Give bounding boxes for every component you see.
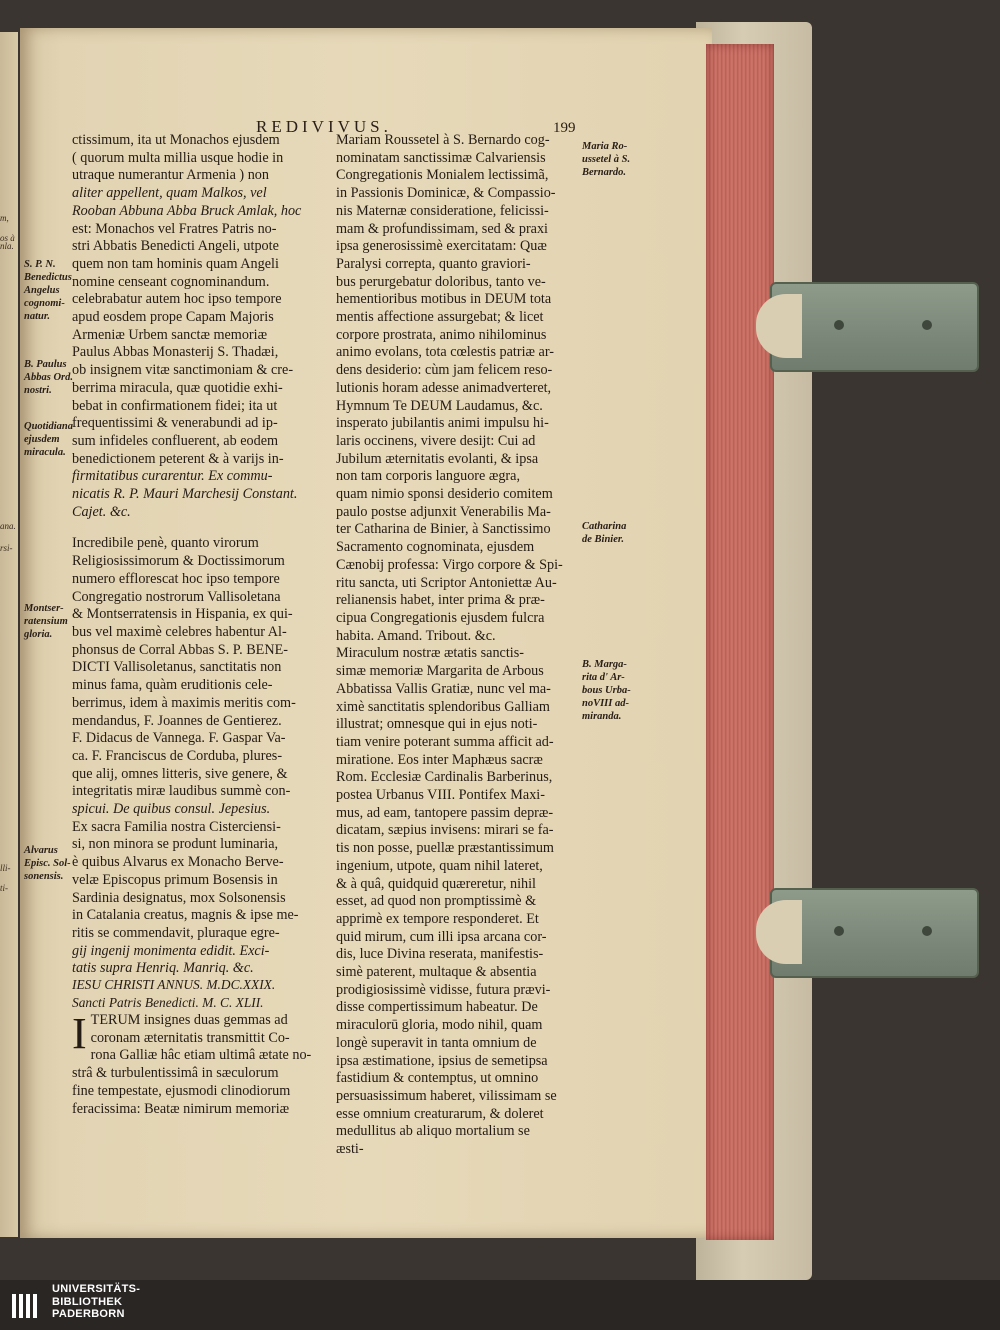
text-line: in Passionis Dominicæ, & Compassio- (336, 185, 556, 202)
text-line: Incredibile penè, quanto virorum (72, 535, 259, 552)
text-line: TERUM insignes duas gemmas ad (90, 1012, 288, 1028)
margin-note-alvarus (24, 844, 71, 883)
text-line: tiam venire poterant summa afficit ad- (336, 733, 554, 750)
text-line: integritatis miræ laudibus summè con- (72, 783, 291, 800)
margin-note-line: ussetel à S. (582, 154, 631, 165)
text-line: Ex sacra Familia nostra Cisterciensi- (72, 818, 281, 835)
margin-note-line: Angelus (24, 285, 60, 296)
text-line: simè paterent, multaque & absentia (336, 964, 537, 981)
margin-note-line: Abbas Ord. (24, 372, 74, 383)
text-line: insperato jubilantis animi impulsu hi- (336, 415, 549, 432)
text-line: sum infideles confluerent, ab eodem (72, 432, 279, 449)
text-line: apud eosdem prope Capam Majoris (72, 309, 274, 326)
text-line: nicatis R. P. Mauri Marchesij Constant. (72, 486, 298, 503)
facing-page-fragment: rsi- (0, 543, 13, 553)
text-line: si, non minora se produnt luminaria, (72, 836, 279, 853)
text-line: mus, ad eam, tantopere passim depræ- (336, 804, 554, 821)
text-line: Rooban Abbuna Abba Bruck Amlak, hoc (72, 202, 302, 219)
facing-page-fragment: ana. (0, 521, 16, 531)
facing-page-fragment: lli- (0, 863, 11, 873)
text-line: ximè sanctitatis splendoribus Galliam (336, 698, 550, 715)
library-logo-icon (10, 1290, 42, 1322)
margin-note-catharina (582, 520, 626, 546)
library-logo-text (52, 1283, 140, 1321)
text-line: longè superavit in tanta omnium de (336, 1034, 537, 1051)
lower-clasp-rivet (922, 926, 932, 936)
text-line: stri Abbatis Benedicti Angeli, utpote (72, 238, 279, 255)
text-line: spicui. De quibus consul. Jepesius. (72, 801, 271, 818)
text-line: ipsa æstimatione, ipsius de semetipsa (336, 1052, 548, 1069)
text-line: Hymnum Te DEUM Laudamus, &c. (336, 397, 543, 414)
text-line: aliter appellent, quam Malkos, vel (72, 185, 267, 202)
upper-clasp-rivet (922, 320, 932, 330)
text-line: postea Urbanus VIII. Pontifex Maxi- (336, 787, 545, 804)
logo-line: PADERBORN (52, 1308, 125, 1320)
margin-note-line: gloria. (24, 629, 53, 640)
text-line: persuasissimum haberet, vilissimam se (336, 1087, 557, 1104)
facing-page-fragment: os à (0, 233, 15, 243)
section-heading (72, 976, 322, 1011)
text-line: ( quorum multa millia usque hodie in (72, 149, 284, 166)
text-line: Jubilum æternitatis evolanti, & ipsa (336, 450, 539, 467)
margin-note-line: Maria Ro- (582, 141, 628, 152)
text-line: non tam corporis languore ægra, (336, 468, 520, 485)
text-line: coronam æternitatis transmittit Co- (90, 1029, 290, 1046)
text-line: simæ memoriæ Margarita de Arbous (336, 663, 544, 680)
text-line: & Montserratensis in Hispania, ex qui- (72, 606, 293, 623)
text-line: DICTI Vallisoletanus, sanctitatis non (72, 659, 282, 676)
text-line: quid mirum, cum illi ipsa arcana cor- (336, 928, 547, 945)
margin-note-line: Quotidiana (24, 421, 74, 432)
text-line: dens desiderio: cùm jam felicem reso- (336, 362, 553, 379)
text-line: benedictionem peterent & à varijs in- (72, 450, 284, 467)
text-line: ritis se commendavit, pluraque egre- (72, 924, 280, 941)
text-line: strâ & turbulentissimâ in sæculorum (72, 1065, 279, 1082)
text-line: hementioribus motibus in DEUM tota (336, 291, 552, 308)
text-line: & à quâ, quidquid quæreretur, nihil (336, 875, 536, 892)
margin-note-line: ratensium (24, 616, 68, 627)
text-line: numero efflorescat hoc ipso tempore (72, 570, 280, 587)
margin-note-roussetel (582, 140, 630, 179)
facing-page-fragment: ti- (0, 883, 8, 893)
margin-note-montserratensium (24, 602, 68, 641)
text-line: dis, luce Divina reserata, manifestis- (336, 946, 544, 963)
text-line: mendandus, F. Joannes de Gentierez. (72, 712, 282, 729)
text-line: mentis affectione assurgebat; & licet (336, 309, 544, 326)
text-line: ob insignem vitæ sanctimoniam & cre- (72, 362, 294, 379)
text-line: ter Catharina de Binier, à Sanctissimo (336, 521, 551, 538)
text-line: berrimus, idem à maximis meritis com- (72, 694, 296, 711)
facing-page-fragment: m, (0, 213, 9, 223)
margin-note-line: nostri. (24, 385, 52, 396)
facing-page-fragment: nla. (0, 241, 14, 251)
text-line: esse omnium creaturarum, & doleret (336, 1105, 544, 1122)
text-line: illustrat; omnesque qui in ejus noti- (336, 716, 538, 733)
text-line: prodigiosissimè vidisse, futura prævi- (336, 981, 551, 998)
text-line: bus perurgebatur doloribus, tanto ve- (336, 273, 546, 290)
text-line: medullitus ab aliquo mortalium se (336, 1123, 530, 1140)
margin-note-line: B. Paulus (24, 359, 67, 370)
red-page-edge (706, 44, 774, 1240)
footer-bar (0, 1280, 1000, 1330)
text-line: utraque numerantur Armenia ) non (72, 167, 269, 184)
text-line: nomine censeant cognominandum. (72, 273, 270, 290)
section-heading-benedict: Sancti Patris Benedicti. M. C. XLII. (72, 994, 264, 1010)
text-line: esset, ad quod non promptissimè & (336, 893, 537, 910)
lower-clasp (770, 888, 979, 978)
text-line: cipua Congregationis ejusdem fulcra (336, 609, 545, 626)
text-line: fastidium & contemptus, ut omnino (336, 1070, 539, 1087)
margin-note-margarita (582, 658, 631, 723)
margin-note-line: noVIII ad- (582, 698, 629, 709)
facing-page-edge (0, 32, 18, 1237)
text-line: Paulus Abbas Monasterij S. Thadæi, (72, 344, 279, 361)
text-line: animo evolans, tota cœlestis patriæ ar- (336, 344, 554, 361)
text-line: è quibus Alvarus ex Monacho Berve- (72, 854, 284, 871)
text-line: miraculorū gloria, modo nihil, quam (336, 1017, 543, 1034)
right-text-column (336, 132, 576, 1159)
margin-note-miracula (24, 420, 73, 459)
text-line: corpore prostrata, animo nihilominus (336, 326, 547, 343)
text-line: habita. Amand. Tribout. &c. (336, 627, 496, 644)
text-line: ritu sancta, uti Scriptor Antoniettæ Au- (336, 574, 557, 591)
text-line: nis Maternæ consideratione, felicissi- (336, 202, 549, 219)
text-line: dicatam, sæpius invisens: mirari se fa- (336, 822, 554, 839)
text-line: fine tempestate, ejusmodi clinodiorum (72, 1082, 291, 1099)
text-line: apprimè ex tempore responderet. Et (336, 910, 539, 927)
paragraph-gap (72, 521, 322, 535)
margin-note-line: bous Urba- (582, 685, 631, 696)
text-line: que alij, omnes litteris, sive genere, & (72, 765, 288, 782)
text-line: velæ Episcopus primum Bosensis in (72, 871, 278, 888)
text-line: miratione. Eos inter Maphæus sacræ (336, 751, 543, 768)
text-line: celebrabatur autem hoc ipso tempore (72, 291, 282, 308)
text-line: est: Monachos vel Fratres Patris no- (72, 220, 277, 237)
margin-note-line: Montser- (24, 603, 64, 614)
bottom-paragraph (72, 1009, 324, 1118)
text-line: feracissima: Beatæ nimirum memoriæ (72, 1100, 290, 1117)
text-line: Rom. Ecclesiæ Cardinalis Barberinus, (336, 769, 553, 786)
upper-clasp (770, 282, 979, 372)
text-line: Sacramento cognominata, ejusdem (336, 539, 535, 556)
text-line: Abbatissa Vallis Gratiæ, nunc vel ma- (336, 680, 551, 697)
margin-note-line: Benedictus (24, 272, 72, 283)
text-line: F. Didacus de Vannega. F. Gaspar Va- (72, 730, 286, 747)
margin-note-line: de Binier. (582, 534, 625, 545)
text-line: minus fama, quàm eruditionis cele- (72, 677, 273, 694)
upper-clasp-rivet (834, 320, 844, 330)
margin-note-line: Episc. Sol- (24, 858, 71, 869)
text-line: laris occinens, vivere desijt: Cui ad (336, 432, 536, 449)
margin-note-line: S. P. N. (24, 259, 56, 270)
text-line: bus vel maximè celebres habentur Al- (72, 623, 287, 640)
text-line: ipsa generosissimè exercitatam: Quæ (336, 238, 547, 255)
text-line: Congregationis Monialem lectissimã, (336, 167, 549, 184)
text-line: relianensis habet, inter prima & præ- (336, 592, 545, 609)
text-line: Cænobij professa: Virgo corpore & Spi- (336, 556, 563, 573)
page-number: 199 (553, 120, 576, 136)
left-text-column (72, 132, 322, 978)
margin-note-line: rita d' Ar- (582, 672, 625, 683)
logo-line: BIBLIOTHEK (52, 1295, 123, 1308)
text-line: frequentissimi & venerabundi ad ip- (72, 415, 278, 432)
margin-note-line: miracula. (24, 447, 66, 458)
margin-note-line: cognomi- (24, 298, 65, 309)
text-line: phonsus de Corral Abbas S. P. BENE- (72, 641, 288, 658)
text-line: Religiosissimorum & Doctissimorum (72, 553, 285, 570)
running-title: REDIVIVUS. (256, 117, 392, 136)
text-line: Mariam Roussetel à S. Bernardo cog- (336, 132, 550, 148)
margin-note-benedictus (24, 258, 72, 323)
text-line: nominatam sanctissimæ Calvariensis (336, 149, 546, 166)
text-line: quam nimio sponsi desiderio comitem (336, 486, 553, 503)
text-line: paulo postse adjunxit Venerabilis Ma- (336, 503, 551, 520)
text-line: lutionis horam adesse animadverteret, (336, 379, 552, 396)
text-line: ingenium, utpote, quam nihil lateret, (336, 857, 543, 874)
text-line: Sardinia designatus, mox Solsonensis (72, 889, 286, 906)
margin-note-line: Alvarus (24, 845, 58, 856)
section-heading-year: IESU CHRISTI ANNUS. M.DC.XXIX. (72, 977, 276, 992)
text-line: Congregatio nostrorum Vallisoletana (72, 588, 281, 605)
text-line: Cajet. &c. (72, 503, 131, 520)
text-line: mam & profundissimam, sed & praxi (336, 220, 548, 237)
text-line: æsti- (336, 1141, 364, 1158)
text-line: Paralysi correpta, quanto graviori- (336, 255, 531, 272)
text-line: ctissimum, ita ut Monachos ejusdem (72, 132, 280, 148)
text-line: Miraculum nostræ ætatis sanctis- (336, 645, 524, 662)
text-line: Armeniæ Urbem sanctæ memoriæ (72, 326, 268, 343)
text-line: disse compertissimum habeatur. De (336, 999, 538, 1016)
text-line: gij ingenij monimenta edidit. Exci- (72, 942, 270, 959)
text-line: tatis supra Henriq. Manriq. &c. (72, 960, 254, 977)
text-line: in Catalania creatus, magnis & ipse me- (72, 907, 299, 924)
text-line: bebat in confirmationem fidei; ita ut (72, 397, 278, 414)
text-line: quem non tam hominis quam Angeli (72, 255, 279, 272)
margin-note-paulus (24, 358, 73, 397)
margin-note-line: ejusdem (24, 434, 60, 445)
margin-note-line: natur. (24, 311, 50, 322)
lower-clasp-rivet (834, 926, 844, 936)
text-line: firmitatibus curarentur. Ex commu- (72, 468, 273, 485)
drop-cap: I (72, 1009, 87, 1058)
margin-note-line: Catharina (582, 521, 627, 532)
text-line: tis non posse, puellæ præstantissimum (336, 840, 554, 857)
logo-line: UNIVERSITÄTS- (52, 1283, 141, 1295)
margin-note-line: B. Marga- (582, 659, 627, 670)
text-line: ca. F. Franciscus de Corduba, plures- (72, 747, 283, 764)
text-line: berrima miracula, quæ quotidie exhi- (72, 379, 283, 396)
margin-note-line: miranda. (582, 711, 622, 722)
margin-note-line: sonensis. (24, 871, 64, 882)
text-line: rona Galliæ hâc etiam ultimâ ætate no- (90, 1047, 312, 1064)
margin-note-line: Bernardo. (582, 167, 627, 178)
